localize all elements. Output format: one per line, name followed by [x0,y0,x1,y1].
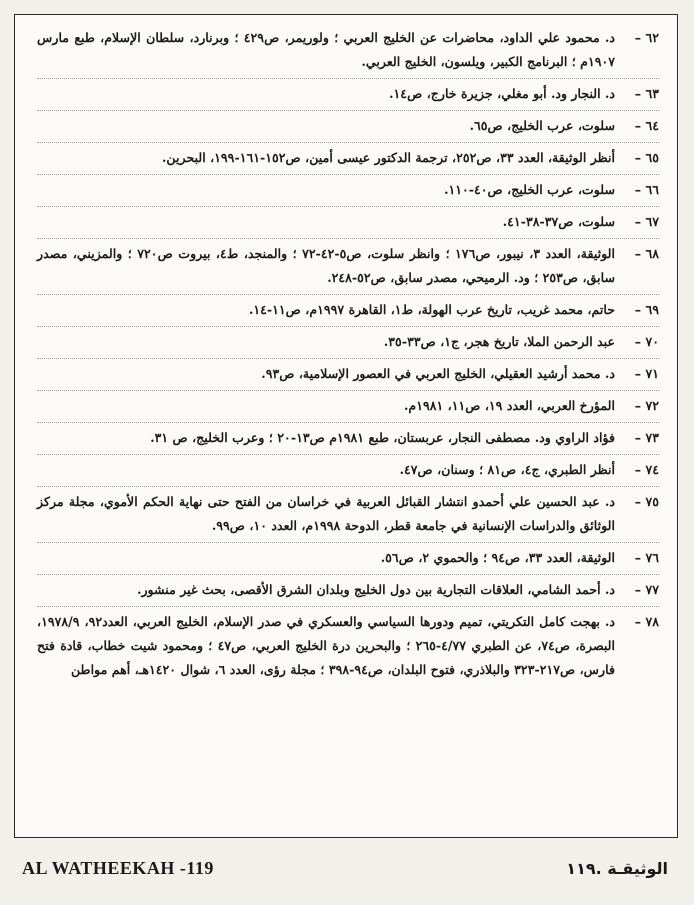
endnote-text: د. النجار ود. أبو مغلي، جزيرة خارج، ص١٤. [389,86,615,101]
endnote-text: الوثيقة، العدد ٣، نيبور، ص١٧٦ ؛ وانظر سلوت، ص٥-٤٢-٧٢ ؛ والمنجد، ط٤، بيروت ص٧٢٠ ؛ والمزيني، مصدر سابق، ص٢٥٣ ؛ ود. الرميحي، مصدر سابق، ص٥٢-٢٤٨. [37,246,615,285]
endnote-text: أنظر الوثيقة، العدد ٣٣، ص٢٥٢، ترجمة الدكتور عيسى أمين، ص١٥٢-١٦١-١٩٩، البحرين. [162,150,615,165]
endnote-number: ٦٨ – [634,246,659,261]
endnote-number: ٦٩ – [634,302,659,317]
endnote-text: د. محمد أرشيد العقيلي، الخليج العربي في العصور الإسلامية، ص٩٣. [261,366,615,381]
endnote-number: ٦٤ – [634,118,659,133]
endnote-item [37,543,659,575]
endnote-item [37,423,659,455]
endnote-text: فؤاد الراوي ود. مصطفى النجار، عربستان، طبع ١٩٨١م ص١٣-٢٠ ؛ وعرب الخليج، ص ٣١. [150,430,615,445]
endnote-item [37,607,659,686]
endnote-number: ٧٤ – [634,462,659,477]
endnote-item [37,327,659,359]
endnote-text: أنظر الطبري، ج٤، ص٨١ ؛ وسنان، ص٤٧. [399,462,615,477]
footer-arabic-title: الوثيقـة .١١٩ [566,858,668,878]
endnote-number: ٦٦ – [634,182,659,197]
endnotes-list [37,23,659,686]
endnote-number: ٦٧ – [634,214,659,229]
endnote-number: ٧٦ – [634,550,659,565]
endnote-number: ٦٣ – [634,86,659,101]
endnote-item [37,239,659,295]
endnote-item [37,23,659,79]
endnote-item [37,295,659,327]
endnote-text: الوثيقة، العدد ٣٣، ص٩٤ ؛ والحموي ٢، ص٥٦. [380,550,615,565]
endnote-number: ٦٢ – [634,30,659,45]
footer-english-title: AL WATHEEKAH -119 [22,857,214,878]
endnote-item [37,487,659,543]
endnote-text: عبد الرحمن الملا، تاريخ هجر، ج١، ص٣٣-٣٥. [383,334,615,349]
endnote-text: د. محمود علي الداود، محاضرات عن الخليج العربي ؛ ولوريمر، ص٤٢٩ ؛ وبرنارد، سلطان الإسلام، طبع مارس ١٩٠٧م ؛ البرنامج الكبير، ويلسون، الخليج العربي. [37,30,615,69]
endnote-number: ٧٢ – [634,398,659,413]
endnote-text: حاتم، محمد غريب، تاريخ عرب الهولة، ط١، القاهرة ١٩٩٧م، ص١١-١٤. [248,302,615,317]
endnote-item [37,175,659,207]
endnote-item [37,455,659,487]
endnote-text: د. بهجت كامل التكريتي، تميم ودورها السياسي والعسكري في صدر الإسلام، الخليج العربي، العدد٩٢، ١٩٧٨/٩، البصرة، ص٧٤، عن الطبري ٤/٧٧-٢٦٥ ؛ والبحرين درة الخليج العربي، ص٤٧ ؛ ومحمود شيت خطاب، قادة فتح فارس، ص٢١٧-٣٢٣ والبلاذري، فتوح البلدان، ص٩٤-٣٩٨ ؛ مجلة رؤى، العدد ٦، شوال ١٤٢٠هـ، أهم مواطن [37,614,616,677]
endnote-item [37,575,659,607]
endnote-number: ٧٣ – [634,430,659,445]
endnote-text: سلوت، عرب الخليج، ص٤٠-١١٠. [444,182,615,197]
endnote-item [37,79,659,111]
endnote-item [37,143,659,175]
endnote-number: ٧٧ – [634,582,659,597]
endnote-number: ٧٨ – [634,614,659,629]
page-footer [14,848,678,888]
endnote-number: ٧٥ – [634,494,659,509]
endnote-item [37,111,659,143]
endnote-text: سلوت، ص٣٧-٣٨-٤١. [502,214,615,229]
endnote-item [37,391,659,423]
notes-frame [14,14,678,838]
endnote-number: ٧١ – [634,366,659,381]
endnote-text: د. عبد الحسين علي أحمدو انتشار القبائل العربية في خراسان من الفتح حتى نهاية الحكم الأموي، مجلة مركز الوثائق والدراسات الإنسانية في جامعة قطر، الدوحة ١٩٩٨م، العدد ١٠، ص٩٩. [37,494,615,533]
endnote-number: ٦٥ – [634,150,659,165]
endnote-number: ٧٠ – [634,334,659,349]
endnote-item [37,207,659,239]
endnote-text: المؤرخ العربي، العدد ١٩، ص١١، ١٩٨١م. [404,398,615,413]
endnote-item [37,359,659,391]
endnote-text: د. أحمد الشامي، العلاقات التجارية بين دول الخليج وبلدان الشرق الأقصى، بحث غير منشور. [137,582,615,597]
endnote-text: سلوت، عرب الخليج، ص٦٥. [469,118,615,133]
